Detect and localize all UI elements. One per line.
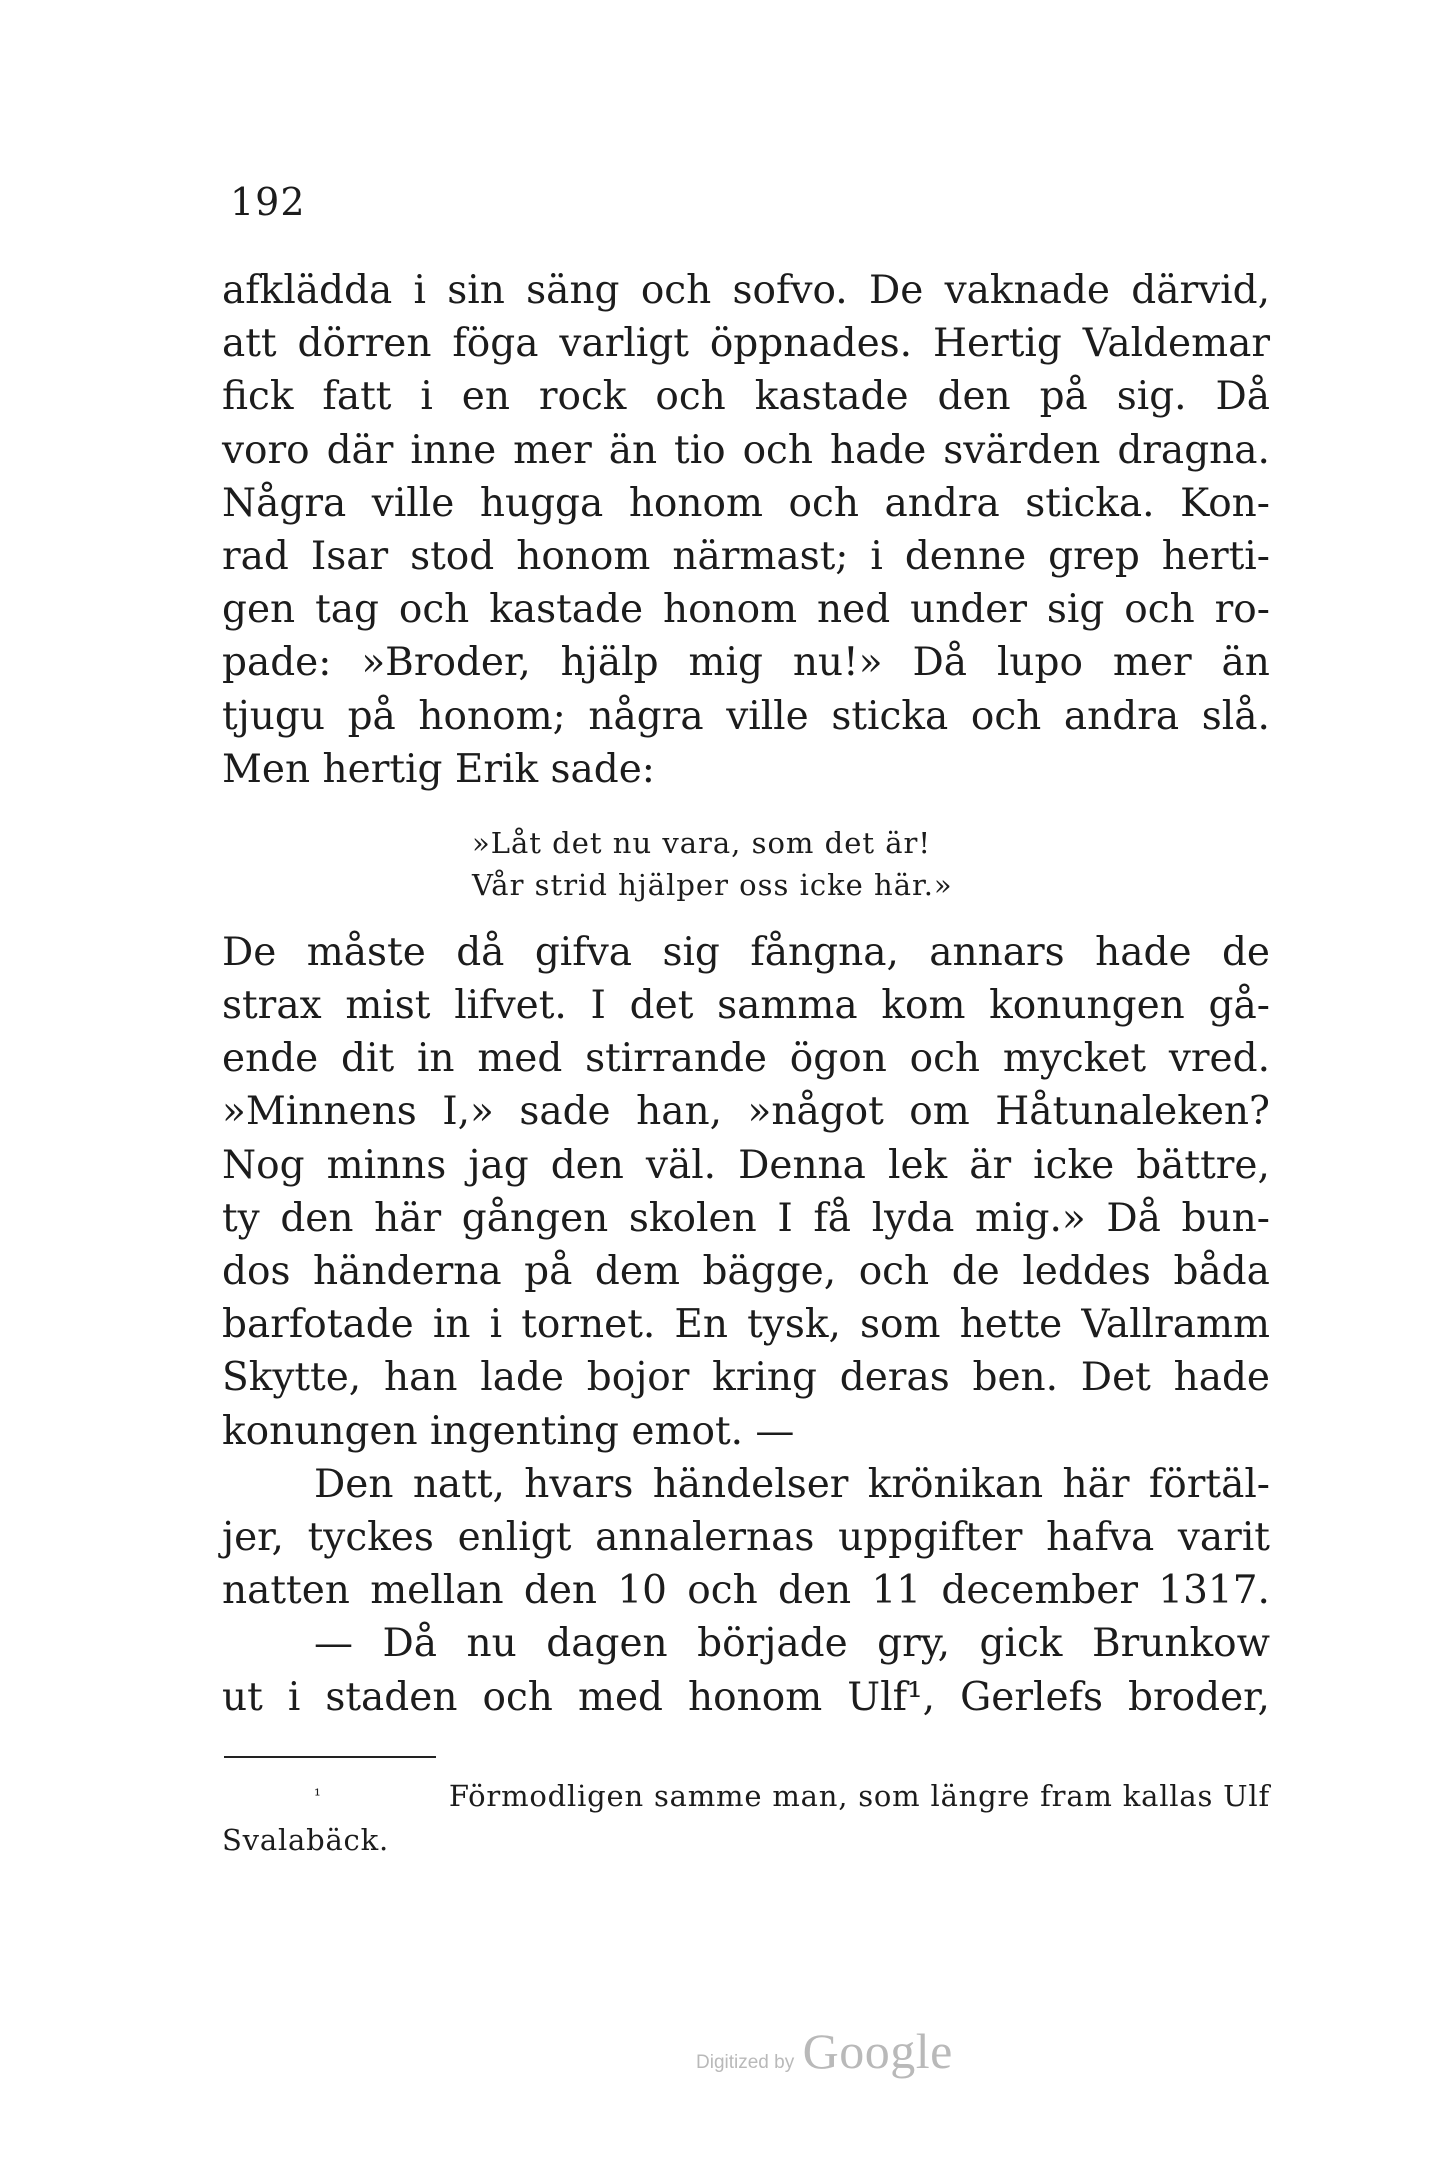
word: I	[777, 1195, 793, 1241]
word: på	[524, 1249, 573, 1294]
word: den	[523, 1568, 598, 1614]
word: ögon	[789, 1036, 887, 1082]
word: stirrande	[585, 1036, 767, 1082]
word: mer	[513, 427, 592, 473]
word: mellan	[370, 1568, 504, 1614]
text-line	[222, 1671, 1270, 1724]
word: krönikan	[867, 1461, 1044, 1507]
text-line	[222, 1351, 1270, 1404]
word: varligt	[559, 321, 689, 367]
text-line	[222, 1085, 1270, 1138]
word: honom	[628, 480, 763, 526]
word: svärden	[943, 427, 1101, 473]
word: han,	[636, 1089, 722, 1135]
word: lyda	[871, 1195, 955, 1241]
word: sig	[662, 929, 720, 975]
word: på	[347, 693, 396, 739]
body-text	[222, 264, 1270, 1724]
word: ben.	[972, 1355, 1059, 1401]
word: tysk,	[747, 1302, 841, 1348]
word: enligt	[457, 1514, 572, 1560]
text-line	[222, 1564, 1270, 1617]
footnote-rule	[224, 1756, 436, 1758]
word: gå-	[1208, 983, 1270, 1029]
word: den	[550, 1142, 624, 1188]
word: I,»	[442, 1089, 494, 1135]
word: hade	[829, 427, 927, 473]
word: hette	[959, 1302, 1063, 1348]
word: under	[910, 587, 1028, 633]
word: 11	[871, 1568, 922, 1614]
word: ro-	[1214, 587, 1270, 633]
word: ende	[222, 1036, 319, 1082]
word: natten	[222, 1568, 350, 1614]
word: Valdemar	[1082, 321, 1270, 367]
footnote-line	[222, 1774, 1270, 1818]
word: då	[456, 929, 505, 975]
word: fatt	[322, 374, 392, 420]
word: herti-	[1161, 533, 1270, 579]
text-line: Men hertig Erik sade:	[222, 746, 655, 792]
word: dagen	[546, 1621, 668, 1667]
word: strax	[222, 983, 322, 1029]
text-line	[222, 690, 1270, 743]
word: Den	[314, 1461, 394, 1507]
word: händerna	[313, 1249, 502, 1294]
word: honom	[688, 1674, 823, 1720]
word: Denna	[738, 1142, 866, 1188]
word: in	[416, 1036, 455, 1082]
verse-quote	[222, 822, 1270, 906]
word: och	[655, 374, 726, 420]
footnote-marker: ¹	[314, 1786, 322, 1806]
word: ville	[371, 480, 455, 526]
word: gry,	[877, 1621, 951, 1667]
word: med	[577, 1674, 663, 1720]
word: vred.	[1168, 1036, 1270, 1082]
word: andra	[884, 480, 1000, 526]
word: öppnades.	[709, 321, 913, 367]
word: den	[777, 1568, 852, 1614]
word: samma	[717, 983, 858, 1029]
word: Gerlefs	[960, 1674, 1103, 1720]
word: jer,	[222, 1514, 284, 1560]
digitized-watermark	[696, 2022, 953, 2080]
word: Då	[382, 1621, 438, 1667]
word: skolen	[628, 1195, 757, 1241]
text-line	[222, 1032, 1270, 1085]
text-line	[222, 979, 1270, 1032]
word: »Broder,	[361, 640, 531, 686]
text-line: konungen ingenting emot. —	[222, 1408, 795, 1454]
word: Brunkow	[1091, 1621, 1270, 1667]
text-line	[222, 1511, 1270, 1564]
word: Kon-	[1180, 480, 1270, 526]
word: inne	[410, 427, 497, 473]
word: in	[432, 1302, 471, 1348]
paragraph-start-line	[222, 1458, 1270, 1511]
word: förtäl-	[1148, 1461, 1270, 1507]
word: hafva	[1046, 1514, 1155, 1560]
footnote	[222, 1774, 1270, 1862]
text-line	[222, 317, 1270, 370]
text-line	[222, 477, 1270, 530]
word: barfotade	[222, 1302, 414, 1348]
word: sticka	[831, 693, 949, 739]
word: 1317.	[1158, 1568, 1270, 1614]
word: ville	[726, 693, 809, 739]
word: ty	[222, 1195, 260, 1241]
word: grep	[1048, 533, 1140, 579]
word: honom	[662, 587, 798, 633]
word: broder,	[1128, 1674, 1270, 1720]
word: staden	[325, 1674, 458, 1720]
word: i	[870, 533, 883, 579]
word: »något	[747, 1089, 884, 1135]
word: än	[608, 427, 658, 473]
word: honom;	[418, 693, 566, 739]
word: i	[287, 1674, 301, 1720]
word: 10	[617, 1568, 667, 1614]
text-line	[222, 1192, 1270, 1245]
word: om	[909, 1089, 970, 1135]
word: annalernas	[595, 1514, 815, 1560]
word: och	[1124, 587, 1195, 633]
word: I	[590, 983, 606, 1029]
text-line	[222, 1139, 1270, 1192]
word: vaknade	[944, 268, 1110, 313]
word: säng	[526, 268, 620, 313]
word: hugga	[479, 480, 604, 526]
word: på	[1039, 374, 1088, 420]
word: Håtunaleken?	[995, 1089, 1270, 1135]
word: Då	[912, 640, 968, 686]
word: Hertig	[932, 321, 1062, 367]
footnote-line: Svalabäck.	[222, 1823, 389, 1857]
word: Isar	[310, 533, 389, 579]
word: dragna.	[1117, 427, 1270, 473]
word: De	[222, 929, 277, 975]
word: bun-	[1181, 1195, 1270, 1241]
word: gen	[222, 587, 296, 633]
word: Ulf¹,	[847, 1674, 936, 1720]
word: »Minnens	[222, 1089, 417, 1135]
text-line	[222, 636, 1270, 689]
word: stod	[410, 533, 495, 579]
word: jag	[468, 1142, 529, 1188]
word: kring	[712, 1355, 818, 1401]
text-line	[222, 1298, 1270, 1351]
word: icke	[1033, 1142, 1115, 1188]
word: få	[813, 1195, 852, 1241]
word: mig.»	[975, 1195, 1086, 1241]
word: deras	[839, 1355, 950, 1401]
word: bättre,	[1136, 1142, 1270, 1188]
word: andra	[1063, 693, 1180, 739]
word: och	[398, 587, 470, 633]
word: som	[859, 1302, 941, 1348]
word: väl.	[645, 1142, 717, 1188]
word: december	[941, 1568, 1138, 1614]
word: och	[909, 1036, 981, 1082]
word: den	[937, 374, 1011, 420]
text-line	[222, 370, 1270, 423]
word: föga	[452, 321, 539, 367]
word: dem	[594, 1249, 680, 1294]
word: ut	[222, 1674, 263, 1720]
text-line	[222, 530, 1270, 583]
word: det	[629, 983, 694, 1029]
word: dit	[341, 1036, 395, 1082]
verse-line: »Låt det nu vara, som det är!	[472, 825, 932, 860]
text-line	[222, 583, 1270, 636]
word: Vallramm	[1081, 1302, 1270, 1348]
word: mycket	[1002, 1036, 1147, 1082]
word: De	[868, 268, 924, 313]
word: bojor	[586, 1355, 690, 1401]
word: gifva	[534, 929, 633, 975]
word: rock	[538, 374, 627, 420]
word: i	[420, 374, 433, 420]
word: närmast;	[672, 533, 849, 579]
word: nu!»	[792, 640, 883, 686]
word: Några	[222, 480, 347, 526]
word: här	[374, 1195, 442, 1241]
text-line	[222, 926, 1270, 979]
word: Då	[1106, 1195, 1161, 1241]
word: ned	[817, 587, 891, 633]
verse-line: Vår strid hjälper oss icke här.»	[472, 867, 953, 902]
word: varit	[1177, 1514, 1270, 1560]
word: är	[969, 1142, 1012, 1188]
word: händelser	[652, 1461, 849, 1507]
word: uppgifter	[838, 1514, 1023, 1560]
word: kastade	[489, 587, 644, 633]
word: lupo	[996, 640, 1083, 686]
word: här	[1062, 1461, 1130, 1507]
word: fick	[222, 374, 294, 420]
word: tag	[315, 587, 379, 633]
word: Då	[1215, 374, 1270, 420]
word: än	[1221, 640, 1270, 686]
text-line	[222, 1245, 1270, 1298]
word: hjälp	[560, 640, 659, 686]
word: rad	[222, 533, 289, 579]
word: och	[970, 693, 1042, 739]
word: de	[1221, 929, 1270, 975]
word: i	[489, 1302, 503, 1348]
word: nu	[466, 1621, 517, 1667]
paragraph-start-line	[222, 1617, 1270, 1670]
word: tio	[674, 427, 726, 473]
word: gången	[461, 1195, 609, 1241]
word: dos	[222, 1249, 291, 1294]
word: gick	[979, 1621, 1063, 1667]
word: måste	[306, 929, 426, 975]
word: och	[640, 268, 712, 313]
word: mist	[345, 983, 431, 1029]
word: bägge,	[702, 1249, 837, 1294]
footnote-text: Förmodligen samme man, som längre fram kallas Ulf	[448, 1779, 1270, 1813]
word: sin	[447, 268, 505, 313]
word: han	[383, 1355, 458, 1401]
word: natt,	[412, 1461, 505, 1507]
text-line	[222, 264, 1270, 317]
word: hade	[1095, 929, 1192, 975]
word: lek	[887, 1142, 948, 1188]
word: lade	[480, 1355, 564, 1401]
word: Nog	[222, 1142, 305, 1188]
word: sig.	[1116, 374, 1187, 420]
word: kom	[881, 983, 966, 1029]
word: honom	[516, 533, 651, 579]
word: voro	[222, 427, 310, 473]
word: denne	[904, 533, 1027, 579]
word: hvars	[524, 1461, 634, 1507]
word: lifvet.	[454, 983, 567, 1029]
word: pade:	[222, 640, 332, 686]
word: båda	[1173, 1249, 1270, 1294]
page-number: 192	[230, 180, 306, 224]
word: började	[697, 1621, 848, 1667]
word: afklädda	[222, 268, 393, 313]
word: leddes	[1022, 1249, 1151, 1294]
word: dörren	[297, 321, 432, 367]
word: där	[326, 427, 394, 473]
word: konungen	[989, 983, 1185, 1029]
word: att	[222, 321, 277, 367]
watermark-prefix: Digitized by	[696, 2052, 795, 2073]
word: och	[742, 427, 814, 473]
word: i	[413, 268, 426, 313]
text-line	[222, 424, 1270, 477]
word: tyckes	[307, 1514, 434, 1560]
word: sade	[519, 1089, 611, 1135]
word: med	[477, 1036, 563, 1082]
word: därvid,	[1131, 268, 1270, 313]
word: Det	[1080, 1355, 1151, 1401]
word: sticka.	[1025, 480, 1155, 526]
word: kastade	[754, 374, 909, 420]
word: Skytte,	[222, 1355, 362, 1401]
word: och	[788, 480, 859, 526]
word: sofvo.	[732, 268, 848, 313]
word: tornet.	[521, 1302, 656, 1348]
word: En	[674, 1302, 728, 1348]
word: den	[280, 1195, 354, 1241]
word: mer	[1112, 640, 1192, 686]
word: annars	[929, 929, 1065, 975]
word: fångna,	[750, 929, 899, 975]
word: minns	[326, 1142, 447, 1188]
word: och	[482, 1674, 553, 1720]
word: tjugu	[222, 693, 325, 739]
word: de	[951, 1249, 1000, 1294]
word: hade	[1173, 1355, 1270, 1401]
word: mig	[688, 640, 763, 686]
word: —	[314, 1621, 353, 1667]
google-logo: Google	[802, 2023, 953, 2079]
word: sig	[1046, 587, 1105, 633]
word: och	[687, 1568, 758, 1614]
word: slå.	[1201, 693, 1270, 739]
word: en	[461, 374, 510, 420]
word: några	[588, 693, 704, 739]
word: och	[858, 1249, 930, 1294]
